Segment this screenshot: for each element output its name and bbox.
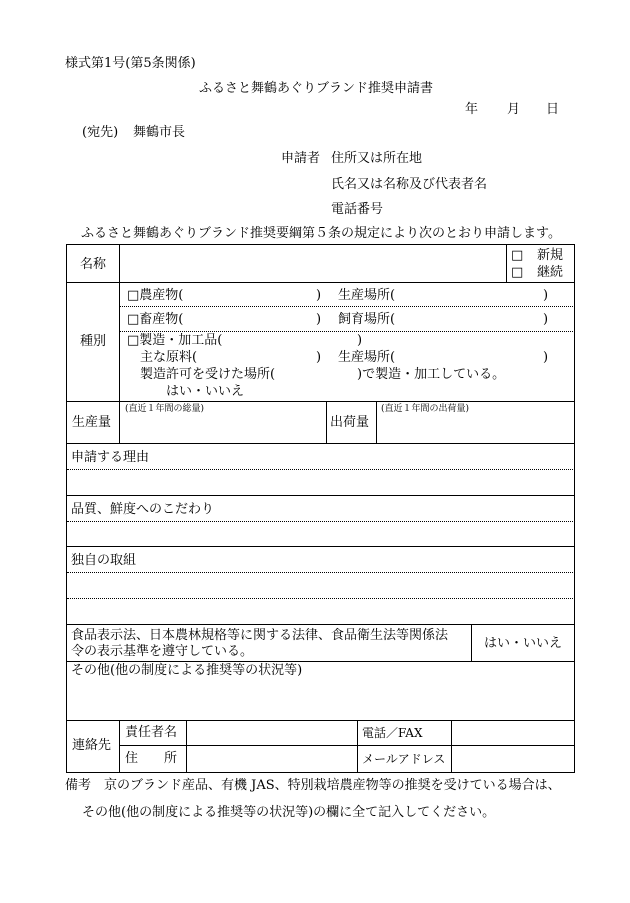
applicant-name: 氏名又は名称及び代表者名 <box>331 177 488 192</box>
form-code: 様式第1号(第5条関係) <box>65 56 196 71</box>
new-checkbox[interactable]: □ <box>511 248 524 263</box>
applicant-address: 住所又は所在地 <box>331 151 423 166</box>
livestock-place: 飼育場所( <box>338 312 396 327</box>
compliance-answer[interactable]: はい・いいえ <box>484 636 563 651</box>
intro-text: ふるさと舞鶴あぐりブランド推奨要綱第５条の規定により次のとおり申請します。 <box>81 226 561 241</box>
agri-place: 生産場所( <box>338 288 396 303</box>
date-year: 年 <box>465 102 479 117</box>
reason-label: 申請する理由 <box>71 450 150 465</box>
date-day: 日 <box>546 102 560 117</box>
permit-yes-no[interactable]: はい・いいえ <box>166 384 245 399</box>
manufactured-option[interactable]: □製造・加工品( <box>127 333 223 348</box>
livestock-close: ) <box>316 312 322 327</box>
new-label: 新規 <box>537 248 564 263</box>
contact-label: 連絡先 <box>72 738 112 753</box>
agri-option[interactable]: □農産物( <box>127 288 184 303</box>
material-label: 主な原料( <box>140 350 198 365</box>
addressee-label: (宛先) <box>82 125 119 140</box>
email-label: メールアドレス <box>362 752 446 766</box>
agri-close: ) <box>316 288 322 303</box>
other-label: その他(他の制度による推奨等の状況等) <box>71 663 303 678</box>
agri-place-close: ) <box>543 288 549 303</box>
person-label: 責任者名 <box>125 725 178 740</box>
manufactured-place-close: ) <box>543 350 549 365</box>
applicant-label: 申請者 <box>281 151 321 166</box>
material-close: ) <box>316 350 322 365</box>
permit-suffix: )で製造・加工している。 <box>357 367 506 382</box>
production-label: 生産量 <box>72 415 112 430</box>
addressee-name: 舞鶴市長 <box>133 125 186 140</box>
name-label: 名称 <box>80 257 107 272</box>
production-note: (直近１年間の総量) <box>125 404 205 414</box>
livestock-option[interactable]: □畜産物( <box>127 312 184 327</box>
form-title: ふるさと舞鶴あぐりブランド推奨申請書 <box>199 81 434 96</box>
continue-label: 継続 <box>537 265 564 280</box>
shipment-note: (直近１年間の出荷量) <box>381 404 470 414</box>
date-month: 月 <box>507 102 521 117</box>
type-label: 種別 <box>80 334 107 349</box>
livestock-place-close: ) <box>543 312 549 327</box>
manufactured-close: ) <box>357 333 363 348</box>
phone-fax-label: 電話／FAX <box>362 726 423 740</box>
applicant-phone: 電話番号 <box>331 202 384 217</box>
unique-label: 独自の取組 <box>71 553 137 568</box>
compliance-text-1: 食品表示法、日本農林規格等に関する法律、食品衛生法等関係法 <box>71 628 449 643</box>
note-line-2: その他(他の制度による推奨等の状況等)の欄に全て記入してください。 <box>82 805 496 820</box>
note-line-1: 備考 京のブランド産品、有機 JAS、特別栽培農産物等の推奨を受けている場合は、 <box>65 778 561 793</box>
quality-label: 品質、鮮度へのこだわり <box>71 502 215 517</box>
compliance-text-2: 令の表示基準を遵守している。 <box>71 644 254 659</box>
continue-checkbox[interactable]: □ <box>511 265 524 280</box>
shipment-label: 出荷量 <box>330 415 370 430</box>
contact-address-label: 住 所 <box>125 751 178 766</box>
manufactured-place: 生産場所( <box>338 350 396 365</box>
permit-label: 製造許可を受けた場所( <box>140 367 276 382</box>
